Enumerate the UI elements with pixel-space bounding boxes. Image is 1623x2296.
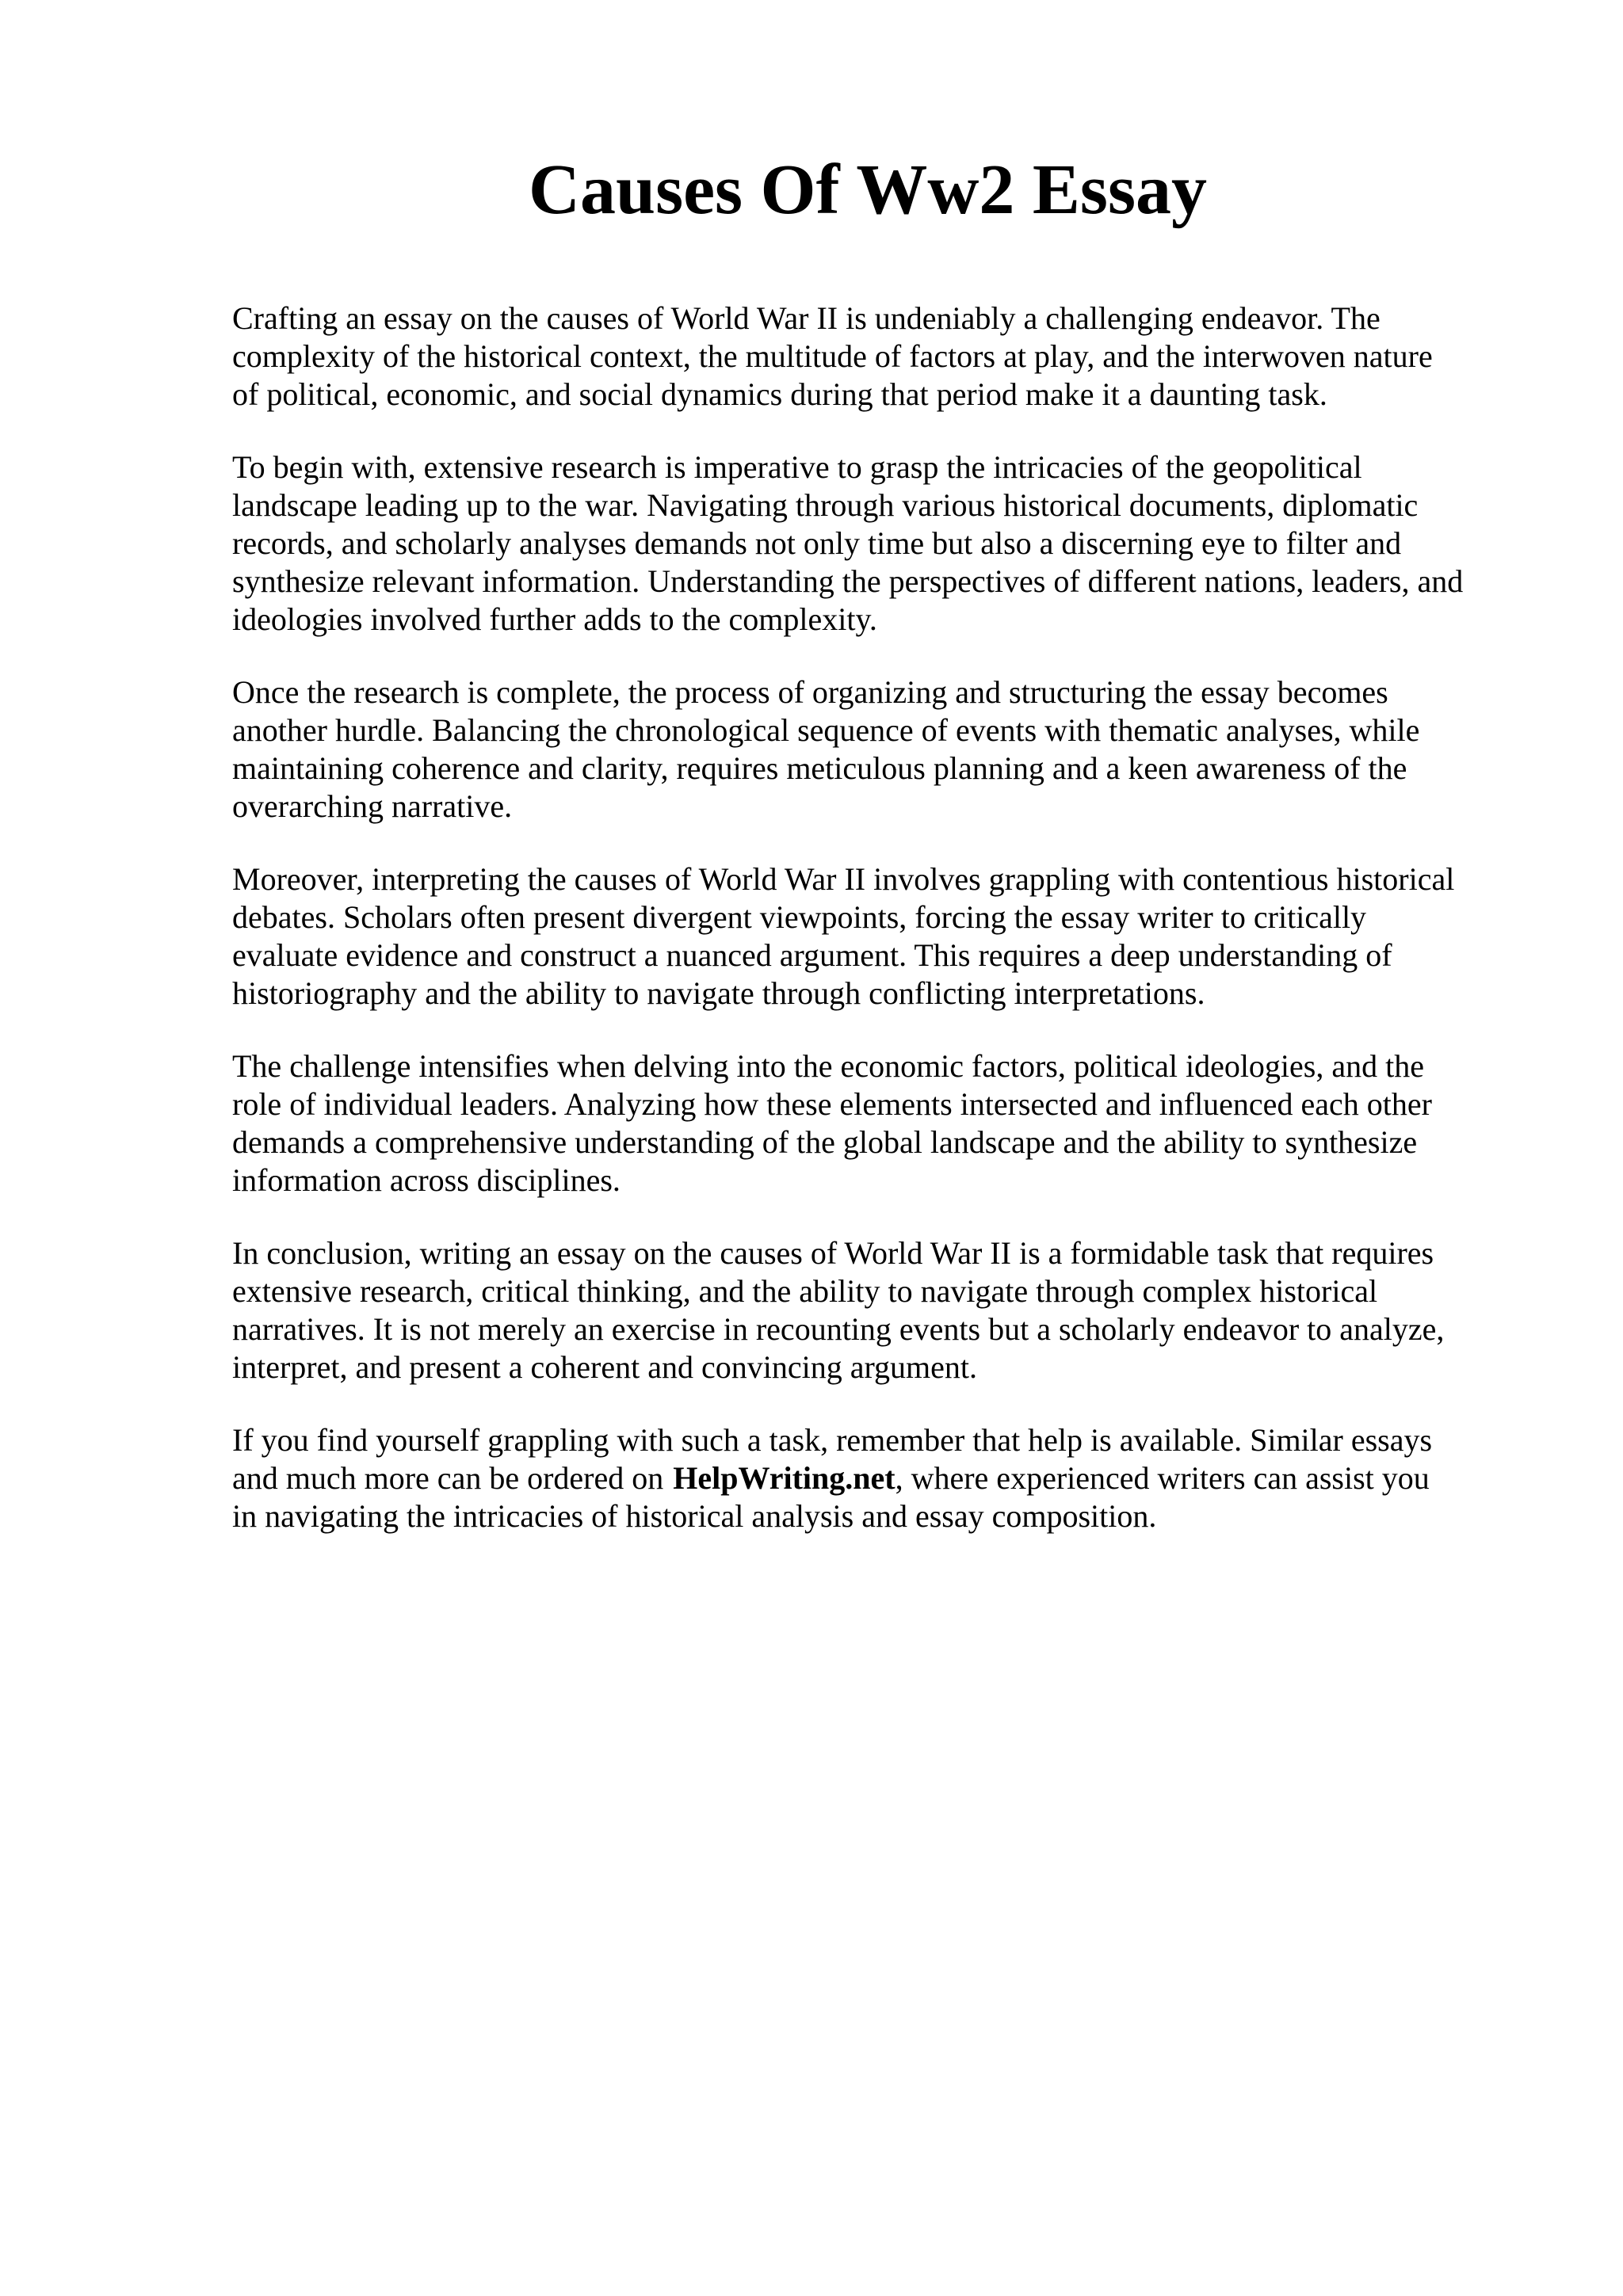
- text-line: demands a comprehensive understanding of the global landscape and the ability to synthesize: [232, 1124, 1418, 1160]
- text-line: synthesize relevant information. Understanding the perspectives of different nations, leaders, and: [232, 563, 1464, 599]
- text-line: evaluate evidence and construct a nuanced argument. This requires a deep understanding of: [232, 937, 1392, 973]
- text-line-with-link: [232, 1459, 1540, 1497]
- text-line: extensive research, critical thinking, and the ability to navigate through complex historical: [232, 1273, 1378, 1309]
- text-line: in navigating the intricacies of historical analysis and essay composition.: [232, 1498, 1157, 1534]
- text-line: narratives. It is not merely an exercise in recounting events but a scholarly endeavor to analyze,: [232, 1311, 1445, 1347]
- text-line: Moreover, interpreting the causes of World War II involves grappling with contentious historical: [232, 861, 1455, 897]
- text-line: Once the research is complete, the process of organizing and structuring the essay becomes: [232, 674, 1388, 710]
- text-line: debates. Scholars often present divergent viewpoints, forcing the essay writer to critically: [232, 899, 1367, 935]
- text-line: historiography and the ability to navigate through conflicting interpretations.: [232, 975, 1205, 1011]
- paragraph-5: [232, 1047, 1540, 1199]
- text-line: records, and scholarly analyses demands not only time but also a discerning eye to filter and: [232, 525, 1402, 561]
- essay-body: [232, 299, 1540, 1570]
- text-line: maintaining coherence and clarity, requires meticulous planning and a keen awareness of the: [232, 750, 1407, 786]
- text-line: role of individual leaders. Analyzing how these elements intersected and influenced each other: [232, 1086, 1432, 1122]
- text-line: of political, economic, and social dynamics during that period make it a daunting task.: [232, 376, 1327, 412]
- text-line: overarching narrative.: [232, 788, 513, 824]
- paragraph-3: [232, 673, 1540, 826]
- text-line: ideologies involved further adds to the complexity.: [232, 601, 877, 637]
- paragraph-closing: [232, 1421, 1540, 1535]
- text-line: If you find yourself grappling with such a task, remember that help is available. Similar essays: [232, 1422, 1433, 1458]
- paragraph-2: [232, 448, 1540, 639]
- text-line: landscape leading up to the war. Navigating through various historical documents, diplomatic: [232, 487, 1419, 523]
- text-line: In conclusion, writing an essay on the causes of World War II is a formidable task that requires: [232, 1235, 1434, 1271]
- page-title: Causes Of Ww2 Essay: [529, 151, 1207, 229]
- text-segment: , where experienced writers can assist you: [895, 1460, 1430, 1496]
- paragraph-6: [232, 1234, 1540, 1386]
- paragraph-1: [232, 299, 1540, 414]
- helpwriting-link[interactable]: HelpWriting.net: [673, 1460, 896, 1496]
- text-line: interpret, and present a coherent and convincing argument.: [232, 1349, 978, 1385]
- text-line: To begin with, extensive research is imperative to grasp the intricacies of the geopolitical: [232, 449, 1362, 485]
- text-line: another hurdle. Balancing the chronological sequence of events with thematic analyses, while: [232, 712, 1420, 748]
- text-line: The challenge intensifies when delving into the economic factors, political ideologies, and the: [232, 1048, 1424, 1084]
- text-line: information across disciplines.: [232, 1162, 621, 1198]
- paragraph-4: [232, 860, 1540, 1013]
- text-line: complexity of the historical context, the multitude of factors at play, and the interwoven nature: [232, 338, 1433, 374]
- text-segment: and much more can be ordered on: [232, 1460, 664, 1496]
- text-line: Crafting an essay on the causes of World War II is undeniably a challenging endeavor. The: [232, 300, 1381, 336]
